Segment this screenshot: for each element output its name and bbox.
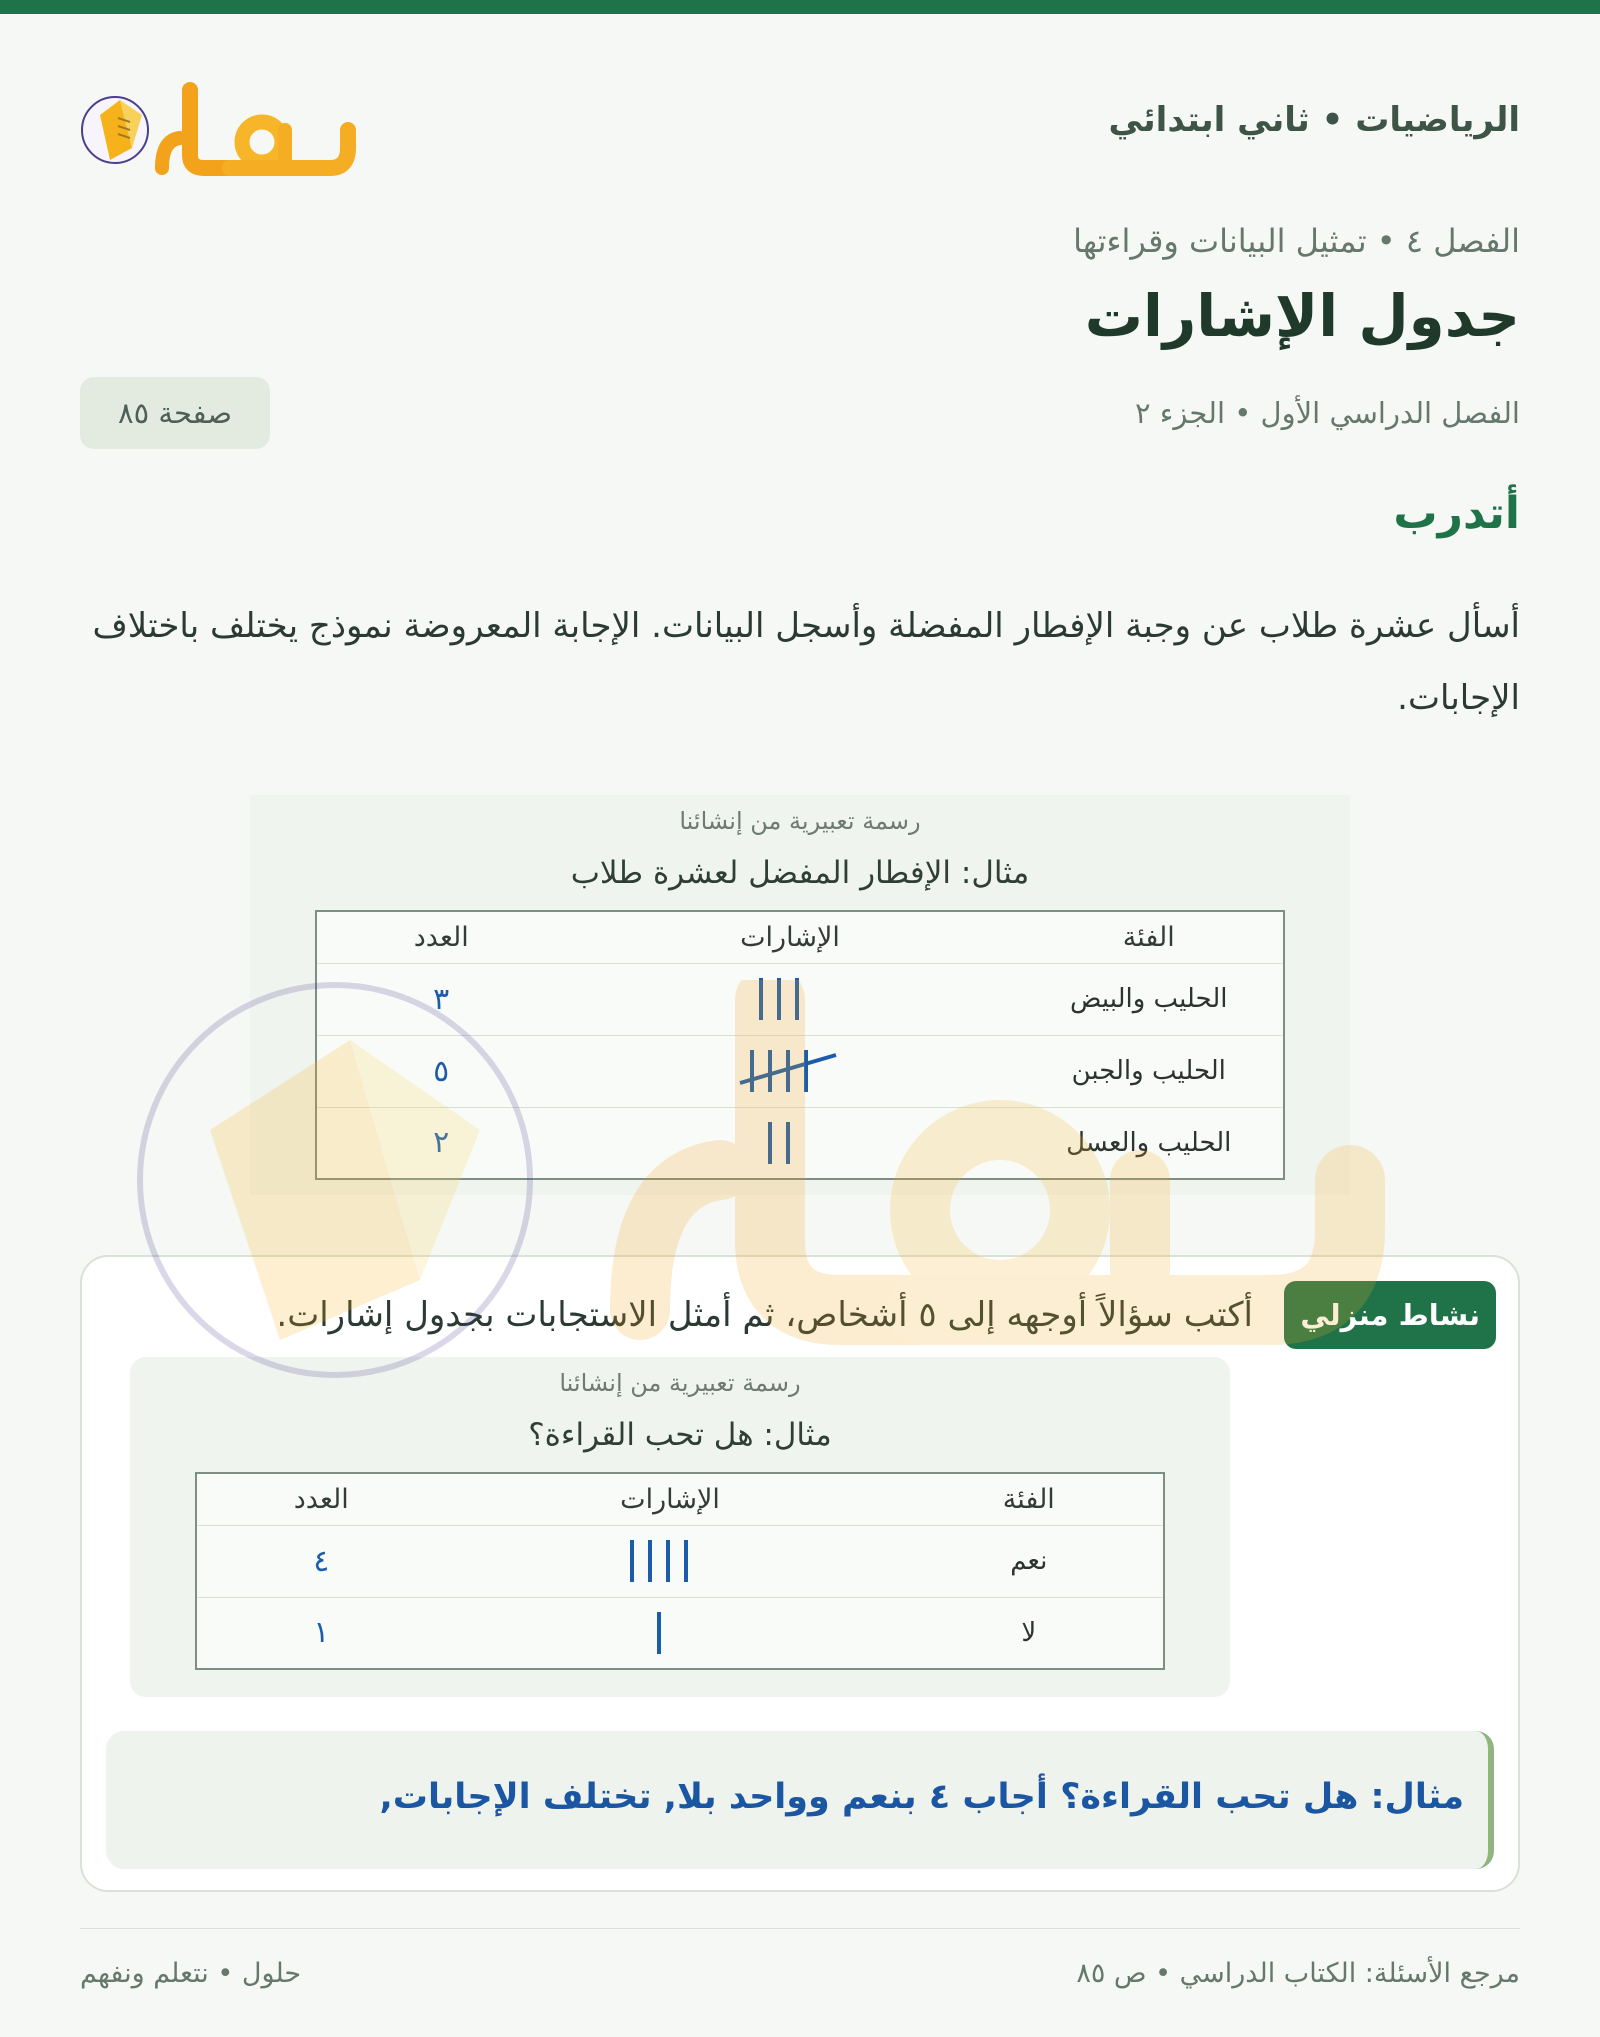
answer-box — [106, 1731, 1494, 1869]
category-cell: نعم — [895, 1525, 1164, 1597]
header-tallies: الإشارات — [620, 1483, 720, 1515]
tally-marks-icon — [738, 1045, 842, 1097]
top-accent-bar — [0, 0, 1600, 14]
footer-brand: حلول • نتعلم ونفهم — [80, 1958, 302, 1989]
subject-label: الرياضيات • ثاني ابتدائي — [1108, 100, 1520, 140]
tally-cell — [565, 1107, 1014, 1179]
chapter-label: الفصل ٤ • تمثيل البيانات وقراءتها — [1073, 222, 1520, 260]
category-cell: الحليب والبيض — [1015, 963, 1284, 1035]
header-count: العدد — [293, 1483, 349, 1515]
footer-divider — [80, 1928, 1520, 1929]
figure-title: مثال: هل تحب القراءة؟ — [528, 1417, 832, 1453]
answer-text: مثال: هل تحب القراءة؟ أجاب ٤ بنعم وواحد بلا, تختلف الإجابات, — [379, 1777, 1464, 1817]
logo-icon — [80, 60, 370, 190]
tally-cell — [565, 1035, 1014, 1107]
page-header — [80, 60, 1520, 190]
page-number-badge: صفحة ٨٥ — [80, 377, 270, 449]
tally-marks-icon — [747, 973, 833, 1025]
home-activity-text: أكتب سؤالاً أوجهه إلى ٥ أشخاص، ثم أمثل الاستجابات بجدول إشارات. — [276, 1295, 1253, 1335]
count-cell: ٥ — [316, 1035, 565, 1107]
header-tallies: الإشارات — [740, 921, 840, 953]
category-cell: الحليب والجبن — [1015, 1035, 1284, 1107]
table-row — [316, 1107, 1284, 1179]
breakfast-tally-table — [315, 910, 1285, 1180]
count-cell: ١ — [196, 1597, 446, 1669]
table-row — [196, 1525, 1164, 1597]
home-activity-card — [80, 1255, 1520, 1892]
figure-note: رسمة تعبيرية من إنشائنا — [559, 1369, 801, 1397]
tally-cell — [446, 1597, 895, 1669]
practice-heading: أتدرب — [1393, 488, 1520, 539]
count-cell: ٣ — [316, 963, 565, 1035]
semester-label: الفصل الدراسي الأول • الجزء ٢ — [1134, 396, 1520, 430]
tally-marks-icon — [756, 1117, 824, 1169]
practice-instructions: أسأل عشرة طلاب عن وجبة الإفطار المفضلة وأسجل البيانات. الإجابة المعروضة نموذج يختلف باختلاف الإجابات. — [92, 606, 1520, 718]
table-row — [316, 963, 1284, 1035]
table-row — [196, 1597, 1164, 1669]
reading-tally-table — [195, 1472, 1165, 1670]
tally-marks-icon — [645, 1607, 695, 1659]
category-cell: لا — [895, 1597, 1164, 1669]
header-category: الفئة — [1002, 1483, 1055, 1515]
tally-marks-icon — [618, 1535, 722, 1587]
table-row — [316, 1035, 1284, 1107]
tally-cell — [565, 963, 1014, 1035]
footer-reference: مرجع الأسئلة: الكتاب الدراسي • ص ٨٥ — [1076, 1958, 1520, 1989]
home-activity-badge: نشاط منزلي — [1284, 1281, 1496, 1349]
count-cell: ٢ — [316, 1107, 565, 1179]
header-count: العدد — [413, 921, 469, 953]
tally-cell — [446, 1525, 895, 1597]
figure-title: مثال: الإفطار المفضل لعشرة طلاب — [570, 855, 1030, 891]
reading-figure — [130, 1357, 1230, 1697]
category-cell: الحليب والعسل — [1015, 1107, 1284, 1179]
page-title: جدول الإشارات — [1084, 282, 1520, 350]
hulul-logo[interactable] — [80, 60, 370, 190]
breakfast-figure — [250, 795, 1350, 1195]
figure-note: رسمة تعبيرية من إنشائنا — [679, 807, 921, 835]
header-category: الفئة — [1122, 921, 1175, 953]
count-cell: ٤ — [196, 1525, 446, 1597]
